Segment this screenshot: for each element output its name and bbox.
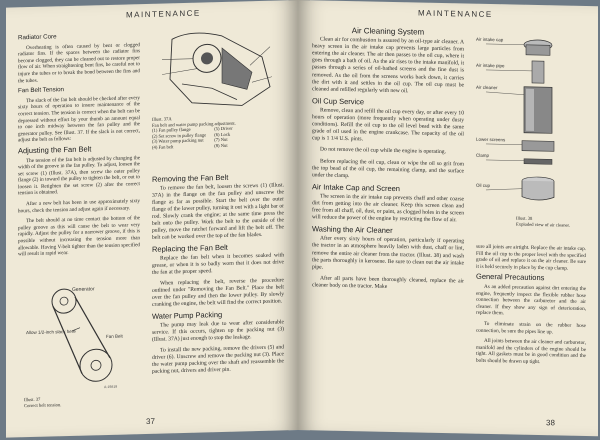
general-text: As an added precaution against dirt entering the engine, frequently inspect the flexible rubber hose connection between the carburetor and the air cleaner. If they show any sign of deterioration, replace them.	[476, 283, 586, 317]
tension-text: The slack of the fan belt should be checked after every sixty hours of operation to insure maintenance of the correct tension. The tension is correct when the belt can be depressed without effort by your thumb an amount equal to one inch midway between the fan pulley and the generator pulley. See Illust. 37. If the slack is not correct, adjust the belt as follows:	[18, 94, 140, 144]
legend-item: (1) Fan pulley flange	[152, 126, 191, 134]
replacing-heading: Replacing the Fan Belt	[152, 242, 228, 254]
fig-generator-label: Generator	[72, 286, 95, 293]
left-column-2	[152, 168, 284, 379]
fig-label-oil-cup: Oil cup	[476, 182, 491, 189]
open-book	[6, 0, 596, 440]
after-text: After a new belt has been in use approximately sixty hours, check the tension and adjust again if necessary.	[18, 198, 140, 214]
legend-item: (5) Driver	[214, 125, 233, 132]
fig-allow-label: Allow 1/2-inch slack here	[26, 328, 76, 336]
belt-text: The belt should at no time contact the bottom of the pulley groove as this will cause the belt to wear very rapidly. Adjust the pulley for a narrower groove, if this is possible without increasing the tension more than allowable. Having V-belt tighter than the tension specified will result in rapid wear.	[18, 215, 140, 258]
adjusting-text: The tension of the fan belt is adjusted by changing the width of the groove in the fan pulley. To adjust, loosen the set screw (1) (Illust. 37A), then screw the outer pulley flange (2) in toward the pulley to tighten the belt, or out to loosen it. Retighten the set screw (2) after the correct tension is obtained.	[18, 154, 140, 197]
left-page	[6, 0, 298, 438]
legend-item: (8) Nut	[214, 142, 228, 149]
belt-tension-diagram	[24, 279, 134, 392]
removing-text: To remove the fan belt, loosen the screws (1) (Illust. 37A) in the flange on the fan pulley and unscrew the flange as far as possible. Start the belt over the outer flange of the lower pulley, turning it out with a light bar or rod. Slowly crank the engine; at the same time press the belt onto the pulley. Work the belt to the outside of the pulley, move the ratchet forward and lift the belt off. The belt can be worked over the top of the fan blades.	[152, 182, 284, 241]
pump-text-2: To install the new packing, remove the drivers (5) and driver (6). Unscrew and remove the packing nut (3). Place the water pump packing over the shaft and reassemble the packing nut, drivers and driver pin.	[152, 344, 284, 375]
removing-heading: Removing the Fan Belt	[152, 172, 229, 184]
after-wash-text: After all parts have been thoroughly cleaned, replace the air cleaner body on the tractor. Make	[312, 275, 464, 290]
illust-37a-title: Fan belt and water pump packing adjustment.	[152, 120, 236, 128]
illust-37a-label: Illust. 37A	[152, 116, 172, 122]
fig-label-lower-screens: Lower screens	[476, 136, 506, 143]
right-page	[298, 0, 598, 436]
legend-item: (7) Nut	[214, 137, 228, 143]
air-heading: Air Cleaning System	[351, 26, 425, 37]
washing-text: After every sixty hours of operation, particularly if operating the tractor in an atmosphere heavily laden with dust, chaff or lint, remove the entire air cleaner from the tractor. (Illust. 38) and wash the parts thoroughly in kerosene. Be sure to clean out the air intake pipe.	[312, 235, 464, 271]
illust-37-label: Illust. 37	[24, 396, 41, 403]
legend-item: (3) Water pump packing nut	[152, 137, 204, 145]
pump-heading: Water Pump Packing	[152, 309, 223, 321]
legend-item: (4) Fan belt	[152, 144, 174, 150]
left-column-1	[18, 28, 140, 262]
running-head: MAINTENANCE	[418, 8, 493, 20]
illust-37a-figure	[152, 26, 284, 150]
page-number: 38	[546, 418, 555, 428]
eliminate-text: To eliminate strain on the rubber hose connection, be sure the pipes line up.	[476, 320, 586, 335]
air-cleaner-exploded-diagram	[476, 30, 586, 212]
before-text: Before replacing the oil cup, clean or wipe the oil so grit from the top bead of the oil cup, the remaining clamp, and the surface under the clamp.	[312, 157, 464, 179]
replacing-text-2: When replacing the belt, reverse the procedure outlined under "Removing the Fan Belt." Place the belt over the fan pulley and then the lower pulley. By slowly cranking the engine, the belt will find the correct position.	[152, 277, 284, 308]
fig-fan-label: Fan Belt	[105, 333, 123, 340]
fig-label-air-cleaner: Air cleaner	[476, 84, 498, 91]
oilcup-text: Remove, clean and refill the oil cup every day, or after every 10 hours of operation (more frequently when operating under dusty conditions). Refill the oil cup to the oil level bead with the same grade of oil used in the engine crankcase. The capacity of the oil cup is 1 1/4 U.S. pints.	[312, 107, 464, 143]
air-text: Clean air for combustion is assured by an oil-type air cleaner. A heavy screen in the air intake cap prevents large particles from entering the air cleaner. The air then passes to the oil cup, where it goes through a bath of oil. As the air rises to the intake manifold, it passes through a series of oil-bathed screens and the fine dust is removed. As the oil from the screens works back down, it carries the dirt with it and settles in the oil cup. The oil cup must be cleaned and refilled regularly with new oil.	[312, 36, 464, 95]
illust-37-text: Correct belt tension.	[24, 401, 62, 408]
illust-37-figure	[24, 279, 134, 422]
replacing-text: Replace the fan belt when it becomes soaked with grease, or when it is so badly worn that it does not drive the fan at the proper speed.	[152, 252, 284, 276]
running-head: MAINTENANCE	[126, 8, 201, 20]
fig-label-intake-cap: Air intake cap	[476, 36, 504, 43]
general-heading: General Precautions	[476, 272, 545, 283]
intake-text: The screen in the air intake cap prevents chaff and other coarse dirt from getting into the air cleaner. Keep this screen clean and free from all chaff, oil, dust, or paint, as clogged holes in the screen will reduce the power of the engine by restricting the flow of air.	[312, 193, 464, 224]
sure-text: sure all joints are airtight. Replace the air intake cap. Fill the oil cup to the proper level with the specified grade of oil and replace it on the air cleaner. Be sure it is held securely in place by the cup clamp.	[476, 243, 586, 272]
illust-37a-caption	[152, 113, 284, 150]
fig-label-clamp: Clamp	[476, 152, 490, 159]
adjusting-heading: Adjusting the Fan Belt	[18, 144, 92, 156]
illust-38-figure	[476, 30, 586, 232]
radiator-text: Overheating is often caused by bent or clogged radiator fins. If the spaces between the radiator fins become clogged, they can be cleaned out to restore proper flow of air. When straightening bent fins, be careful not to injure the tubes or to break the bond between the fins and the tubes.	[18, 41, 140, 84]
illust-38-label: Illust. 38	[516, 215, 533, 221]
fig-code: A-19819	[104, 384, 118, 390]
right-column-2	[476, 244, 586, 371]
page-number: 37	[146, 416, 155, 426]
right-column-1	[312, 22, 464, 296]
overfill-text: Do not remove the oil cup while the engine is operating.	[320, 146, 446, 156]
illust-37-caption	[24, 394, 134, 408]
legend-item: (2) Set screw in pulley flange	[152, 132, 207, 139]
intake-heading: Air Intake Cap and Screen	[312, 182, 400, 193]
radiator-heading: Radiator Core	[18, 33, 57, 42]
fan-belt-pump-diagram	[152, 26, 284, 111]
joints-text: All joints between the air cleaner and carburetor, manifold and the cylinders of the engine should be tight. All gaskets must be in good condition and the bolts should be drawn up tight.	[476, 338, 586, 365]
legend-item: (6) Lock	[214, 131, 231, 137]
washing-heading: Washing the Air Cleaner	[312, 224, 393, 236]
pump-text: The pump may leak due to wear after considerable service. If this occurs, tighten up the packing nut (3) (Illust. 37A) just enough to stop the leakage.	[152, 319, 284, 343]
tension-heading: Fan Belt Tension	[18, 86, 64, 95]
illust-38-text: Exploded view of air cleaner.	[516, 221, 570, 228]
illust-38-caption	[476, 215, 586, 228]
oilcup-heading: Oil Cup Service	[312, 96, 365, 107]
fig-label-intake-pipe: Air intake pipe	[476, 62, 505, 69]
